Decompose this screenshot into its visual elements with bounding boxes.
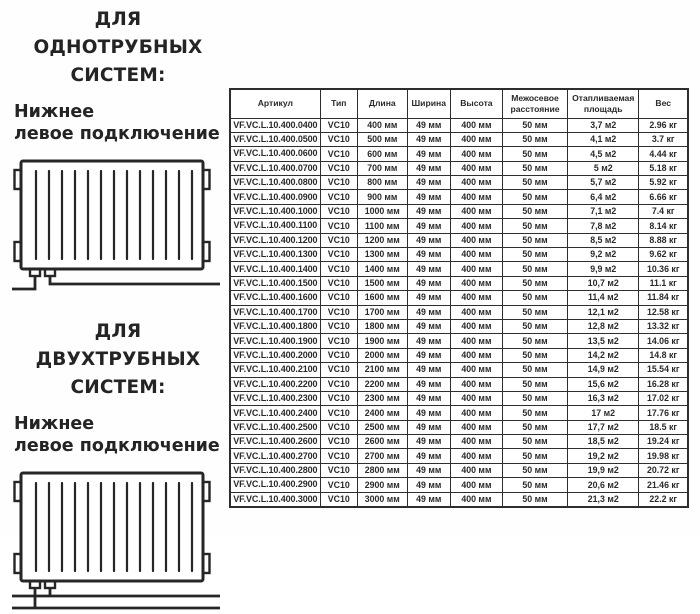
table-cell-article: VF.VC.L.10.400.0700 (230, 161, 320, 175)
one-pipe-subheading-line1: Нижнее (14, 102, 95, 123)
table-cell-type: VC10 (320, 219, 357, 233)
table-cell-type: VC10 (320, 118, 357, 132)
table-cell-length: 2300 мм (357, 391, 407, 405)
table-cell-weight: 20.72 кг (639, 463, 688, 477)
table-cell-height: 400 мм (450, 420, 502, 434)
table-cell-article: VF.VC.L.10.400.1000 (230, 204, 320, 218)
table-cell-spacing: 50 мм (502, 391, 567, 405)
table-cell-type: VC10 (320, 305, 357, 319)
table-cell-area: 4,5 м2 (568, 147, 639, 161)
one-pipe-subheading (14, 102, 226, 146)
two-pipe-heading-line1: ДЛЯ ДВУХТРУБНЫХ (35, 321, 201, 370)
table-cell-type: VC10 (320, 248, 357, 262)
table-row (230, 147, 688, 161)
table-cell-weight: 4.44 кг (639, 147, 688, 161)
table-cell-width: 49 мм (407, 406, 450, 420)
table-cell-length: 1700 мм (357, 305, 407, 319)
table-row (230, 449, 688, 463)
table-cell-length: 1100 мм (357, 219, 407, 233)
table-cell-area: 16,3 м2 (568, 391, 639, 405)
table-cell-length: 800 мм (357, 176, 407, 190)
column-header-type: Тип (320, 89, 357, 118)
table-row (230, 161, 688, 175)
table-cell-article: VF.VC.L.10.400.1300 (230, 248, 320, 262)
table-cell-weight: 17.76 кг (639, 406, 688, 420)
table-cell-area: 12,8 м2 (568, 319, 639, 333)
table-cell-area: 9,9 м2 (568, 262, 639, 276)
table-cell-spacing: 50 мм (502, 276, 567, 290)
table-cell-weight: 6.66 кг (639, 190, 688, 204)
table-cell-spacing: 50 мм (502, 348, 567, 362)
table-row (230, 334, 688, 348)
table-cell-spacing: 50 мм (502, 219, 567, 233)
table-cell-length: 1200 мм (357, 233, 407, 247)
table-cell-length: 1400 мм (357, 262, 407, 276)
table-cell-height: 400 мм (450, 276, 502, 290)
table-cell-width: 49 мм (407, 248, 450, 262)
table-cell-length: 900 мм (357, 190, 407, 204)
table-cell-spacing: 50 мм (502, 248, 567, 262)
table-cell-weight: 5.18 кг (639, 161, 688, 175)
table-cell-type: VC10 (320, 291, 357, 305)
table-cell-area: 11,4 м2 (568, 291, 639, 305)
table-cell-spacing: 50 мм (502, 377, 567, 391)
table-cell-height: 400 мм (450, 118, 502, 132)
table-cell-type: VC10 (320, 363, 357, 377)
two-pipe-heading-line2: СИСТЕМ: (70, 376, 166, 398)
table-cell-area: 10,7 м2 (568, 276, 639, 290)
table-cell-article: VF.VC.L.10.400.1800 (230, 319, 320, 333)
table-cell-width: 49 мм (407, 190, 450, 204)
table-cell-length: 1500 мм (357, 276, 407, 290)
table-cell-length: 2200 мм (357, 377, 407, 391)
table-cell-length: 700 мм (357, 161, 407, 175)
table-cell-article: VF.VC.L.10.400.1200 (230, 233, 320, 247)
table-cell-spacing: 50 мм (502, 435, 567, 449)
table-cell-weight: 7.4 кг (639, 204, 688, 218)
table-cell-weight: 5.92 кг (639, 176, 688, 190)
column-header-length: Длина (357, 89, 407, 118)
table-cell-spacing: 50 мм (502, 176, 567, 190)
table-cell-height: 400 мм (450, 406, 502, 420)
table-cell-height: 400 мм (450, 319, 502, 333)
table-cell-width: 49 мм (407, 363, 450, 377)
table-cell-height: 400 мм (450, 161, 502, 175)
table-cell-weight: 19.98 кг (639, 449, 688, 463)
table-cell-width: 49 мм (407, 391, 450, 405)
table-cell-width: 49 мм (407, 435, 450, 449)
table-cell-height: 400 мм (450, 334, 502, 348)
table-cell-width: 49 мм (407, 478, 450, 492)
table-row (230, 319, 688, 333)
table-cell-length: 2700 мм (357, 449, 407, 463)
table-cell-length: 600 мм (357, 147, 407, 161)
table-cell-height: 400 мм (450, 233, 502, 247)
table-cell-type: VC10 (320, 334, 357, 348)
table-cell-weight: 22.2 кг (639, 492, 688, 506)
one-pipe-heading-line2: СИСТЕМ: (70, 64, 166, 86)
table-cell-width: 49 мм (407, 291, 450, 305)
table-row (230, 219, 688, 233)
column-header-weight: Вес (639, 89, 688, 118)
table-cell-type: VC10 (320, 478, 357, 492)
table-cell-spacing: 50 мм (502, 420, 567, 434)
table-cell-area: 19,2 м2 (568, 449, 639, 463)
table-cell-length: 400 мм (357, 118, 407, 132)
table-cell-width: 49 мм (407, 219, 450, 233)
table-cell-height: 400 мм (450, 204, 502, 218)
table-cell-weight: 14.06 кг (639, 334, 688, 348)
two-pipe-subheading-line1: Нижнее (14, 414, 95, 435)
table-cell-area: 19,9 м2 (568, 463, 639, 477)
table-cell-spacing: 50 мм (502, 363, 567, 377)
one-pipe-heading-line1: ДЛЯ ОДНОТРУБНЫХ (33, 9, 203, 58)
table-row (230, 190, 688, 204)
table-cell-width: 49 мм (407, 305, 450, 319)
table-cell-type: VC10 (320, 406, 357, 420)
table-row (230, 233, 688, 247)
table-cell-weight: 19.24 кг (639, 435, 688, 449)
table-row (230, 291, 688, 305)
table-cell-length: 1600 мм (357, 291, 407, 305)
table-cell-length: 2900 мм (357, 478, 407, 492)
table-cell-spacing: 50 мм (502, 118, 567, 132)
table-cell-article: VF.VC.L.10.400.1600 (230, 291, 320, 305)
table-cell-article: VF.VC.L.10.400.1900 (230, 334, 320, 348)
table-cell-spacing: 50 мм (502, 132, 567, 146)
table-cell-weight: 8.14 кг (639, 219, 688, 233)
table-row (230, 276, 688, 290)
table-cell-area: 4,1 м2 (568, 132, 639, 146)
table-row (230, 435, 688, 449)
table-cell-article: VF.VC.L.10.400.2800 (230, 463, 320, 477)
table-cell-width: 49 мм (407, 176, 450, 190)
table-cell-area: 17 м2 (568, 406, 639, 420)
spec-table (229, 88, 689, 508)
table-cell-article: VF.VC.L.10.400.0800 (230, 176, 320, 190)
table-cell-type: VC10 (320, 176, 357, 190)
table-cell-type: VC10 (320, 132, 357, 146)
table-cell-spacing: 50 мм (502, 492, 567, 506)
table-cell-area: 8,5 м2 (568, 233, 639, 247)
table-cell-type: VC10 (320, 435, 357, 449)
one-pipe-subheading-line2: левое подключение (14, 124, 220, 145)
column-header-area: Отапливаемая площадь (568, 89, 639, 118)
table-cell-width: 49 мм (407, 161, 450, 175)
table-cell-height: 400 мм (450, 305, 502, 319)
table-cell-length: 2600 мм (357, 435, 407, 449)
table-cell-area: 12,1 м2 (568, 305, 639, 319)
table-cell-height: 400 мм (450, 463, 502, 477)
table-cell-weight: 11.84 кг (639, 291, 688, 305)
table-cell-type: VC10 (320, 377, 357, 391)
table-row (230, 377, 688, 391)
table-cell-height: 400 мм (450, 190, 502, 204)
table-cell-length: 1900 мм (357, 334, 407, 348)
table-cell-spacing: 50 мм (502, 204, 567, 218)
table-cell-type: VC10 (320, 147, 357, 161)
table-cell-height: 400 мм (450, 176, 502, 190)
table-cell-weight: 13.32 кг (639, 319, 688, 333)
table-row (230, 132, 688, 146)
table-cell-area: 3,7 м2 (568, 118, 639, 132)
table-cell-width: 49 мм (407, 118, 450, 132)
table-cell-height: 400 мм (450, 147, 502, 161)
table-header-row (230, 89, 688, 118)
table-cell-spacing: 50 мм (502, 334, 567, 348)
spec-table-body (230, 118, 688, 507)
table-cell-weight: 14.8 кг (639, 348, 688, 362)
table-cell-weight: 15.54 кг (639, 363, 688, 377)
table-cell-weight: 2.96 кг (639, 118, 688, 132)
table-cell-spacing: 50 мм (502, 291, 567, 305)
table-row (230, 463, 688, 477)
table-cell-height: 400 мм (450, 449, 502, 463)
table-cell-area: 7,8 м2 (568, 219, 639, 233)
table-cell-area: 20,6 м2 (568, 478, 639, 492)
two-pipe-subheading (14, 414, 226, 458)
table-cell-spacing: 50 мм (502, 319, 567, 333)
table-cell-width: 49 мм (407, 420, 450, 434)
column-header-spacing: Межосевое расстояние (502, 89, 567, 118)
table-cell-weight: 11.1 кг (639, 276, 688, 290)
table-cell-weight: 17.02 кг (639, 391, 688, 405)
one-pipe-heading (10, 6, 226, 89)
table-cell-spacing: 50 мм (502, 463, 567, 477)
table-cell-type: VC10 (320, 204, 357, 218)
table-cell-weight: 10.36 кг (639, 262, 688, 276)
table-cell-width: 49 мм (407, 132, 450, 146)
table-cell-weight: 18.5 кг (639, 420, 688, 434)
table-cell-spacing: 50 мм (502, 190, 567, 204)
table-cell-length: 2800 мм (357, 463, 407, 477)
table-cell-article: VF.VC.L.10.400.1400 (230, 262, 320, 276)
table-cell-spacing: 50 мм (502, 262, 567, 276)
table-cell-article: VF.VC.L.10.400.0600 (230, 147, 320, 161)
table-row (230, 176, 688, 190)
table-cell-type: VC10 (320, 262, 357, 276)
table-cell-type: VC10 (320, 319, 357, 333)
table-row (230, 492, 688, 506)
table-cell-height: 400 мм (450, 492, 502, 506)
table-cell-weight: 16.28 кг (639, 377, 688, 391)
table-cell-weight: 3.7 кг (639, 132, 688, 146)
table-cell-width: 49 мм (407, 233, 450, 247)
table-cell-article: VF.VC.L.10.400.1500 (230, 276, 320, 290)
table-cell-spacing: 50 мм (502, 147, 567, 161)
table-cell-length: 1000 мм (357, 204, 407, 218)
table-cell-length: 1300 мм (357, 248, 407, 262)
table-cell-area: 14,2 м2 (568, 348, 639, 362)
table-cell-spacing: 50 мм (502, 305, 567, 319)
table-row (230, 118, 688, 132)
table-cell-area: 5,7 м2 (568, 176, 639, 190)
table-cell-height: 400 мм (450, 248, 502, 262)
table-row (230, 420, 688, 434)
table-cell-article: VF.VC.L.10.400.2100 (230, 363, 320, 377)
table-cell-width: 49 мм (407, 319, 450, 333)
table-cell-type: VC10 (320, 420, 357, 434)
table-cell-spacing: 50 мм (502, 233, 567, 247)
table-cell-height: 400 мм (450, 262, 502, 276)
table-row (230, 262, 688, 276)
table-cell-article: VF.VC.L.10.400.0900 (230, 190, 320, 204)
table-cell-height: 400 мм (450, 132, 502, 146)
table-cell-type: VC10 (320, 161, 357, 175)
table-cell-type: VC10 (320, 463, 357, 477)
table-row (230, 391, 688, 405)
table-cell-height: 400 мм (450, 435, 502, 449)
two-pipe-subheading-line2: левое подключение (14, 436, 220, 457)
table-cell-width: 49 мм (407, 377, 450, 391)
table-row (230, 406, 688, 420)
table-cell-type: VC10 (320, 449, 357, 463)
table-cell-height: 400 мм (450, 478, 502, 492)
table-cell-height: 400 мм (450, 377, 502, 391)
table-cell-width: 49 мм (407, 334, 450, 348)
table-cell-width: 49 мм (407, 348, 450, 362)
table-cell-length: 2000 мм (357, 348, 407, 362)
radiator-single-pipe-diagram-icon (10, 156, 222, 294)
table-cell-article: VF.VC.L.10.400.2200 (230, 377, 320, 391)
table-cell-article: VF.VC.L.10.400.0500 (230, 132, 320, 146)
table-cell-type: VC10 (320, 233, 357, 247)
table-cell-article: VF.VC.L.10.400.2300 (230, 391, 320, 405)
column-header-height: Высота (450, 89, 502, 118)
table-cell-type: VC10 (320, 492, 357, 506)
table-cell-width: 49 мм (407, 463, 450, 477)
table-cell-area: 13,5 м2 (568, 334, 639, 348)
table-cell-article: VF.VC.L.10.400.2900 (230, 478, 320, 492)
table-row (230, 363, 688, 377)
table-row (230, 348, 688, 362)
table-cell-area: 17,7 м2 (568, 420, 639, 434)
table-cell-height: 400 мм (450, 219, 502, 233)
table-cell-type: VC10 (320, 391, 357, 405)
radiator-two-pipe-diagram-icon (10, 468, 222, 614)
table-cell-length: 1800 мм (357, 319, 407, 333)
table-row (230, 305, 688, 319)
table-cell-weight: 8.88 кг (639, 233, 688, 247)
table-cell-type: VC10 (320, 348, 357, 362)
table-cell-spacing: 50 мм (502, 161, 567, 175)
left-panel (10, 6, 226, 614)
table-cell-length: 2500 мм (357, 420, 407, 434)
table-cell-length: 3000 мм (357, 492, 407, 506)
table-cell-weight: 9.62 кг (639, 248, 688, 262)
table-cell-weight: 12.58 кг (639, 305, 688, 319)
table-cell-area: 7,1 м2 (568, 204, 639, 218)
table-cell-article: VF.VC.L.10.400.2700 (230, 449, 320, 463)
table-cell-article: VF.VC.L.10.400.2400 (230, 406, 320, 420)
table-cell-height: 400 мм (450, 348, 502, 362)
table-cell-article: VF.VC.L.10.400.2000 (230, 348, 320, 362)
table-cell-article: VF.VC.L.10.400.2500 (230, 420, 320, 434)
table-row (230, 248, 688, 262)
column-header-article: Артикул (230, 89, 320, 118)
table-cell-area: 14,9 м2 (568, 363, 639, 377)
table-cell-area: 21,3 м2 (568, 492, 639, 506)
table-cell-article: VF.VC.L.10.400.1100 (230, 219, 320, 233)
table-row (230, 204, 688, 218)
table-cell-spacing: 50 мм (502, 406, 567, 420)
table-cell-width: 49 мм (407, 492, 450, 506)
table-cell-area: 6,4 м2 (568, 190, 639, 204)
one-pipe-section (10, 6, 226, 294)
table-cell-length: 500 мм (357, 132, 407, 146)
table-cell-spacing: 50 мм (502, 449, 567, 463)
table-cell-width: 49 мм (407, 276, 450, 290)
table-cell-length: 2100 мм (357, 363, 407, 377)
table-cell-area: 18,5 м2 (568, 435, 639, 449)
table-cell-spacing: 50 мм (502, 478, 567, 492)
table-row (230, 478, 688, 492)
table-cell-weight: 21.46 кг (639, 478, 688, 492)
table-cell-width: 49 мм (407, 204, 450, 218)
two-pipe-heading (10, 318, 226, 401)
table-cell-article: VF.VC.L.10.400.2600 (230, 435, 320, 449)
table-cell-area: 5 м2 (568, 161, 639, 175)
table-cell-height: 400 мм (450, 391, 502, 405)
table-cell-length: 2400 мм (357, 406, 407, 420)
table-cell-type: VC10 (320, 276, 357, 290)
two-pipe-section (10, 318, 226, 614)
table-cell-article: VF.VC.L.10.400.3000 (230, 492, 320, 506)
column-header-width: Ширина (407, 89, 450, 118)
table-cell-type: VC10 (320, 190, 357, 204)
table-cell-area: 9,2 м2 (568, 248, 639, 262)
table-cell-height: 400 мм (450, 363, 502, 377)
table-cell-width: 49 мм (407, 262, 450, 276)
table-cell-width: 49 мм (407, 147, 450, 161)
table-cell-area: 15,6 м2 (568, 377, 639, 391)
table-cell-height: 400 мм (450, 291, 502, 305)
table-cell-article: VF.VC.L.10.400.0400 (230, 118, 320, 132)
table-cell-width: 49 мм (407, 449, 450, 463)
table-cell-article: VF.VC.L.10.400.1700 (230, 305, 320, 319)
